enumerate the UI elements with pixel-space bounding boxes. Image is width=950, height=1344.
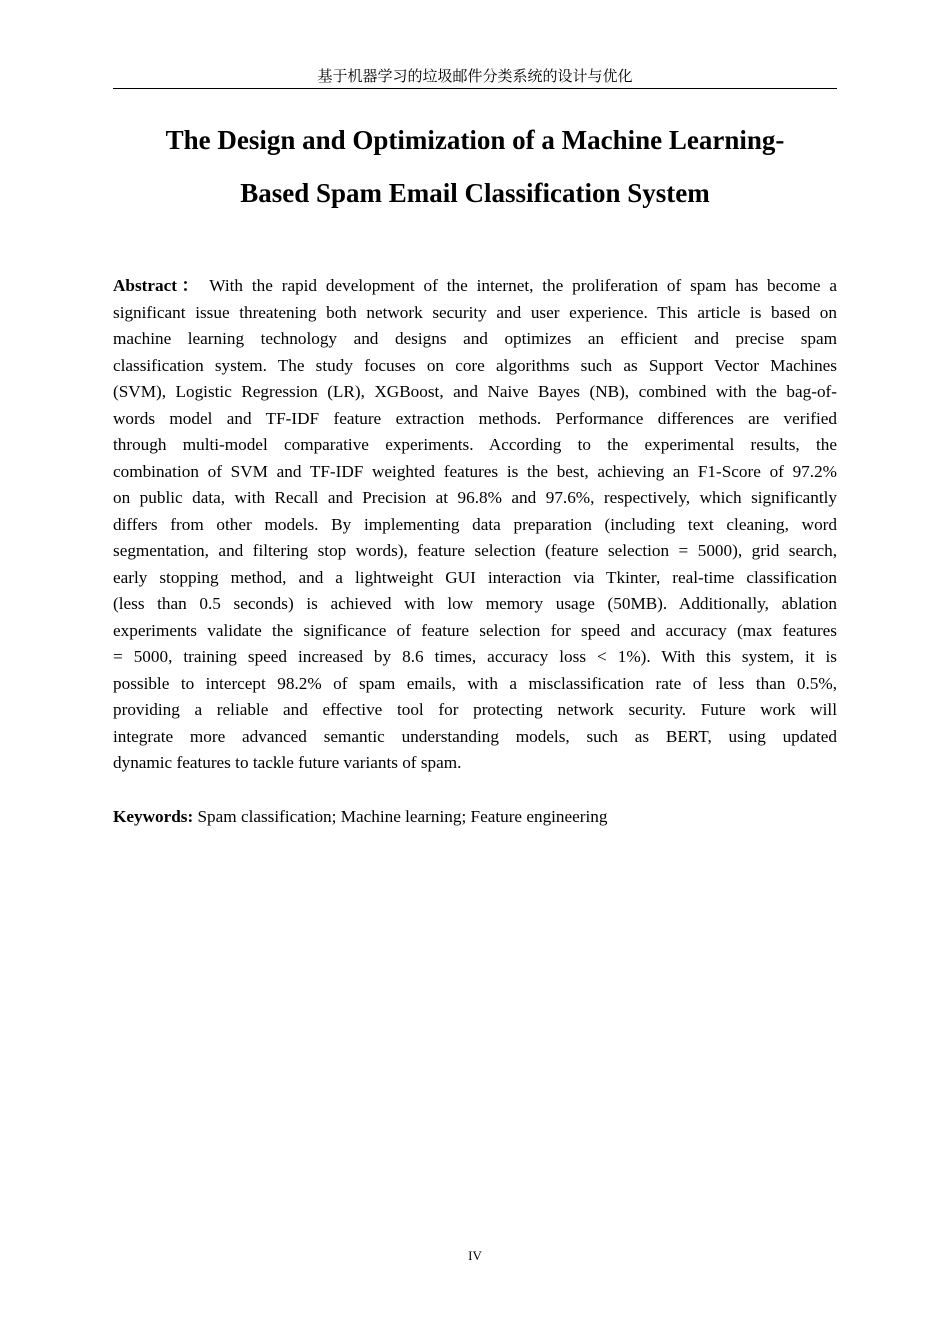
title-line-1: The Design and Optimization of a Machine Learning- xyxy=(165,125,785,155)
abstract-line: (SVM), Logistic Regression (LR), XGBoost, and Naive Bayes (NB), combined with the bag-of- xyxy=(113,382,837,401)
abstract-line: significant issue threatening both network security and user experience. This article is based on xyxy=(113,302,837,322)
abstract-line: dynamic features to tackle future variants of spam. xyxy=(113,753,462,772)
abstract-line: on public data, with Recall and Precision at 96.8% and 97.6%, respectively, which significantly xyxy=(113,488,837,507)
abstract-line: segmentation, and filtering stop words), feature selection (feature selection = 5000), grid search, xyxy=(113,541,837,560)
page-title xyxy=(113,114,837,220)
abstract-line xyxy=(113,273,837,300)
keywords-label: Keywords: xyxy=(113,807,194,826)
abstract xyxy=(113,273,837,777)
abstract-line: machine learning technology and designs and optimizes an efficient and precise spam xyxy=(113,329,837,348)
abstract-line: experiments validate the significance of feature selection for speed and accuracy (max features xyxy=(113,620,837,640)
page-number: IV xyxy=(468,1248,482,1263)
title-line-2: Based Spam Email Classification System xyxy=(240,178,710,208)
abstract-line: differs from other models. By implementing data preparation (including text cleaning, word xyxy=(113,514,837,534)
abstract-line: words model and TF-IDF feature extraction methods. Performance differences are verified xyxy=(113,408,837,428)
running-header: 基于机器学习的垃圾邮件分类系统的设计与优化 xyxy=(317,67,633,85)
abstract-line: combination of SVM and TF-IDF weighted features is the best, achieving an F1-Score of 97.2% xyxy=(113,461,837,481)
keywords-text: Spam classification; Machine learning; Feature engineering xyxy=(197,807,608,826)
abstract-line: integrate more advanced semantic understanding models, such as BERT, using updated xyxy=(113,726,837,746)
abstract-text: With the rapid development of the internet, the proliferation of spam has become a xyxy=(209,276,837,295)
abstract-line: through multi-model comparative experiments. According to the experimental results, the xyxy=(113,435,837,454)
abstract-line: providing a reliable and effective tool for protecting network security. Future work will xyxy=(113,700,837,719)
abstract-line: classification system. The study focuses on core algorithms such as Support Vector Machines xyxy=(113,355,837,375)
keywords xyxy=(113,804,837,831)
abstract-line: = 5000, training speed increased by 8.6 times, accuracy loss < 1%). With this system, it is xyxy=(113,647,837,666)
abstract-label: Abstract： xyxy=(113,276,204,295)
abstract-line: (less than 0.5 seconds) is achieved with low memory usage (50MB). Additionally, ablation xyxy=(113,594,837,613)
abstract-line: possible to intercept 98.2% of spam emails, with a misclassification rate of less than 0.5%, xyxy=(113,673,837,693)
header-rule xyxy=(113,88,837,89)
abstract-line: early stopping method, and a lightweight GUI interaction via Tkinter, real-time classification xyxy=(113,567,837,587)
